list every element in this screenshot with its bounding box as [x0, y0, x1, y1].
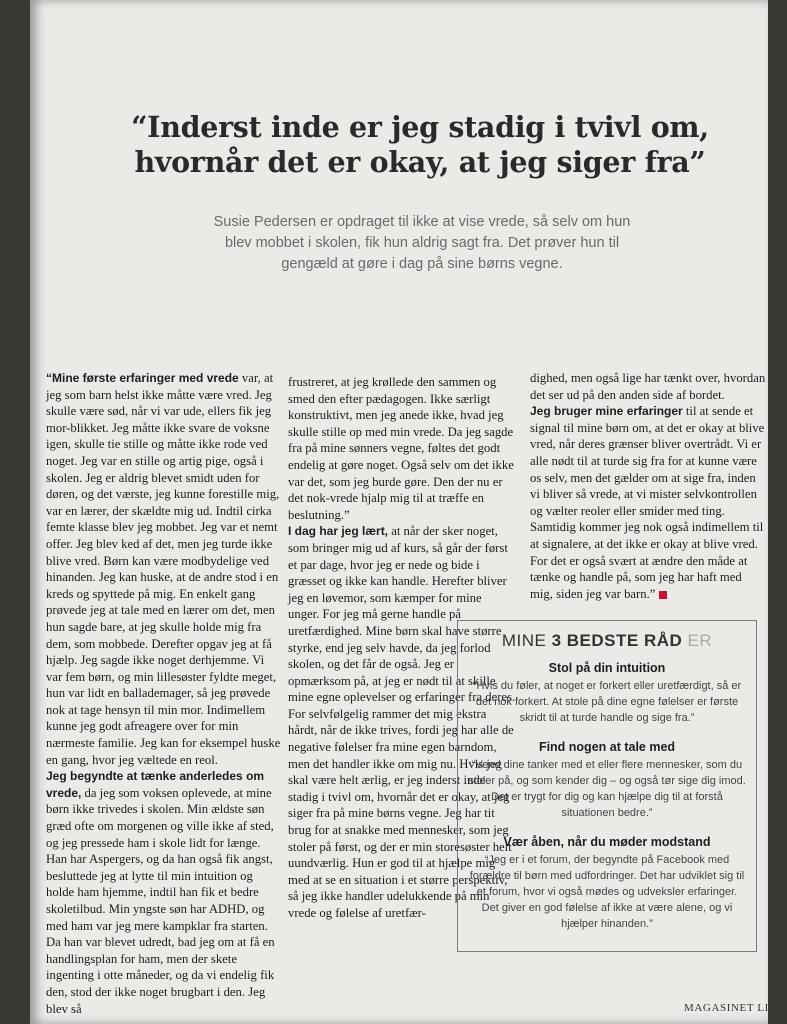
- tip-2-text: “Vend dine tanker med et eller flere mennesker, som du stoler på, og som kender dig – og også tør sige dig imod. Det er trygt for dig og kan hjælpe dig til at forstå situationen bedre.”: [468, 759, 746, 819]
- pull-quote-line-2: hvornår det er okay, at jeg siger fra”: [134, 145, 706, 179]
- lead-in-bold: Jeg bruger mine erfaringer: [530, 404, 683, 419]
- tips-title-main: 3 BEDSTE RÅD: [551, 631, 683, 650]
- column-2-paragraph-1: frustreret, at jeg krøllede den sammen og smed den efter pædagogen. Ikke særligt konstruktivt, men jeg anede ikke, hvad jeg skulle stille op med min vrede. Da jeg sagde fra på mine sønners vegne, føltes det godt endelig at gøre noget. Også selv om det ikke var det, som jeg burde gøre. Den der nu er det nok-vrede hjalp mig til at træffe en beslutning.”: [288, 375, 514, 522]
- paragraph-text: var, at jeg som barn helst ikke måtte være vred. Jeg skulle være sød, når vi var ude, ellers fik jeg mor-blikket. Jeg måtte ikke svare de voksne igen, skulle tie stille og måtte ikke rode ved noget. Jeg var en stille og artig pige, også i skolen. Jeg er aldrig blevet smidt uden for døren, og det værste, jeg kunne forestille mig, var en lærer, der skældte mig ud. Indtil cirka femte klasse blev jeg mobbet. Jeg var et nemt offer. Jeg blev ked af det, men jeg turde ikke blive vred. Børn kan være modbydelige ved hinanden. Jeg kan huske, at de andre stod i en kreds og spyttede på mig. En enkelt gang prøvede jeg at tale med en lærer om det, men hun sagde bare, at jeg skulle holde mig fra dem, som mobbede. Derefter opgav jeg at få hjælp. Jeg sagde ikke noget derhjemme. Vi var fem børn, og min lillesøster fyldte meget, hun var lidt en ballademager, så jeg prøvede nok at tage hensyn til min mor. Indimellem kunne jeg godt afreagere over for min nærmeste familie. Jeg kan for eksempel huske en gang, hvor jeg væltede en reol.: [46, 371, 281, 767]
- lead-in-bold: “Mine første erfaringer med vrede: [46, 371, 239, 385]
- tips-title-pre: MINE: [501, 631, 552, 650]
- column-3-paragraph-2: [530, 403, 766, 602]
- page-footer: MAGASINET LIV 3: [684, 1002, 787, 1014]
- tip-3-heading: Vær åben, når du møder modstand: [503, 835, 711, 849]
- tips-title-post: ER: [682, 631, 713, 650]
- pull-quote: [120, 110, 720, 180]
- lead-in-bold: Jeg begyndte at tænke anderledes om vrede,: [46, 769, 265, 800]
- tip-3-text: “Jeg er i et forum, der begyndte på Facebook med forældre til børn med udfordringer. Det har udviklet sig til et forum, hvor vi også mødes og udveksler erfaringer. Det giver en god følelse af ikke at være alene, og vi hjælper hinanden.”: [469, 854, 745, 930]
- lead-paragraph: Susie Pedersen er opdraget til ikke at vise vrede, så selv om hun blev mobbet i skolen, fik hun aldrig sagt fra. Det prøver hun til gengæld at gøre i dag på sine børns vegne.: [213, 214, 631, 272]
- end-mark-icon: [659, 591, 667, 599]
- paragraph-text: at når der sker noget, som bringer mig ud af kurs, så går der først et par dage, hvor jeg er nede og bide i græsset og ikke kan handle. Herefter bliver jeg en løvemor, som kæmper for mine unger. For jeg må gerne handle på uretfærdighed. Mine børn skal have større styrke, end jeg selv havde, da jeg forlod skolen, og det får de også. Jeg er opmærksom på, at jeg er nødt til at skille mine egne oplevelser og erfaringer fra deres. For selvfølgelig rammer det mig ekstra hårdt, når de ikke trives, fordi jeg har alle de negative følelser fra mine egen barndom, men det handler ikke om mig nu. Hvis jeg skal være helt ærlig, er jeg inderst inde stadig i tvivl om, hvornår det er okay, at jeg siger fra på mine børns vegne. Jeg har tit brug for at snakke med mennesker, som jeg stoler på først, og der er min storesøster helt uundværlig. Hun er god til at hjælpe mig med at se en situation i et større perspektiv, så jeg ikke handler udelukkende på min vrede og følelse af uretfær-: [288, 524, 516, 920]
- tips-box: [457, 620, 757, 952]
- column-1-paragraph-2: [46, 768, 282, 1017]
- tips-box-title: [458, 631, 756, 651]
- tip-2-heading: Find nogen at tale med: [538, 740, 676, 754]
- column-1-paragraph-1: [46, 370, 282, 768]
- paragraph-text: da jeg som voksen oplevede, at mine børn ikke trivedes i skolen. Min ældste søn græd ofte om morgenen og ville ikke af sted, og jeg pressede ham i skole lidt for længe. Han har Aspergers, og da han også fik angst, besluttede jeg at lytte til min intuition og holde ham hjemme, indtil han fik et bedre skoletilbud. Min yngste søn har ADHD, og med ham var jeg mere kampklar fra starten. Da han var blevet udredt, bad jeg om at få en handlingsplan for ham, men der skete ingenting i otte måneder, og da vi endelig fik den, stod der ikke noget brugbart i den. Jeg blev så: [46, 785, 275, 1016]
- column-3-paragraph-1: dighed, men også lige har tænkt over, hvordan det ser ud på den anden side af bordet.: [530, 371, 766, 402]
- magazine-page: [30, 0, 787, 1024]
- paragraph-text: til at sende et signal til mine børn om, at det er okay at blive vred, når deres grænser bliver overtrådt. Vi er alle nødt til at turde sig fra for at kunne være os selv, men det gælder om at sige fra, inden vi bliver så vrede, at vi mister selvkontrollen og vælter reoler eller smider med ting. Samtidig kommer jeg nok også indimellem til at signalere, at det ikke er okay at blive vred. For det er også svært at ændre den måde at tænke og handle på, som jeg har haft med mig, siden jeg var barn.”: [530, 404, 765, 601]
- tip-1-heading: Stol på din intuition: [548, 661, 666, 675]
- article-column-1: [46, 370, 282, 1017]
- pull-quote-line-1: “Inderst inde er jeg stadig i tvivl om,: [131, 110, 709, 144]
- article-column-3: [530, 370, 766, 602]
- tip-1-text: “Hvis du føler, at noget er forkert eller uretfærdigt, så er det nok forkert. At stole på dine egne følelser er første skridt til at turde handle og sige fra.”: [472, 680, 742, 724]
- lead-in-bold: I dag har jeg lært,: [288, 524, 389, 539]
